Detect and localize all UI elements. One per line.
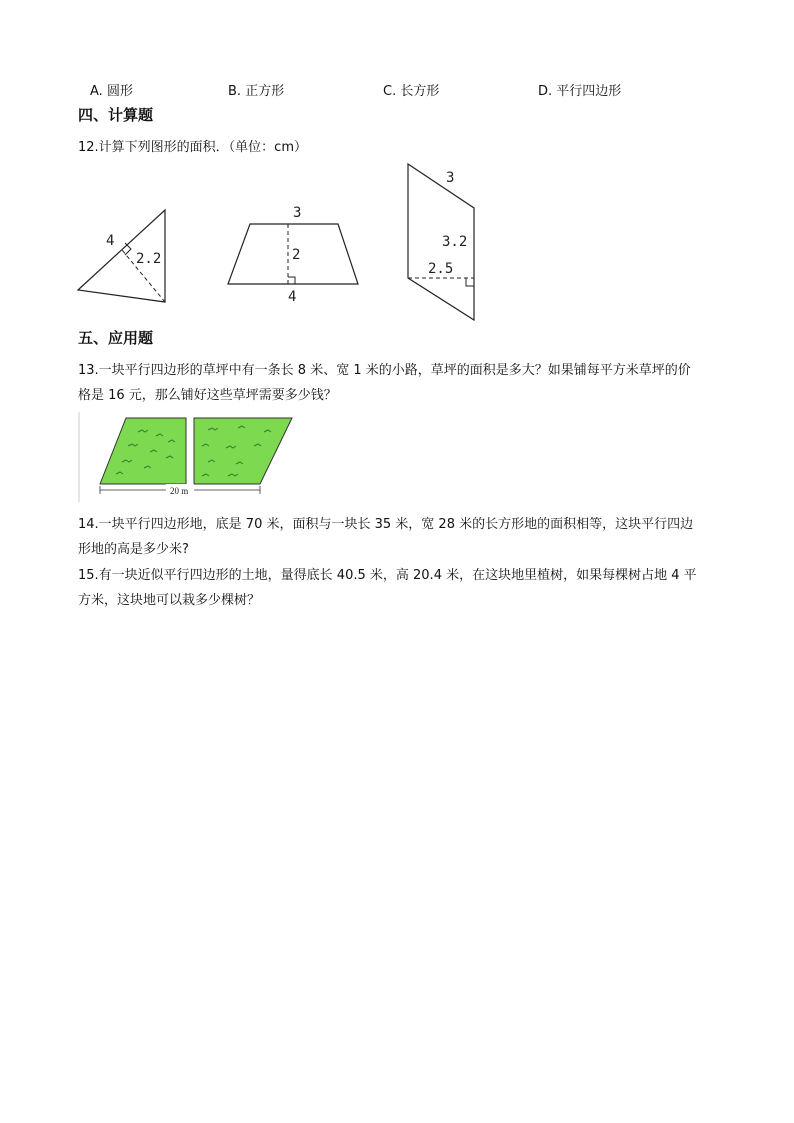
question-14-line2: 形地的高是多少米? — [78, 542, 189, 557]
option-d — [538, 80, 621, 99]
trapezoid-top-label: 3 — [293, 205, 302, 221]
question-14-line1: 14.一块平行四边形地，底是 70 米，面积与一块长 35 米，宽 28 米的长方形地的面积相等，这块平行四边 — [78, 517, 694, 532]
lawn-right-section — [194, 418, 292, 484]
parallelogram-base-label: 2.5 — [428, 261, 454, 277]
lawn-figure — [78, 412, 303, 504]
option-b-letter: B. — [228, 84, 242, 99]
lawn-dimension-label: 20 m — [170, 486, 189, 496]
option-d-text: 平行四边形 — [556, 84, 622, 99]
right-angle-mark — [466, 278, 474, 286]
option-c — [383, 80, 439, 99]
lawn-left-section — [100, 418, 186, 484]
question-15-line2: 方米，这块地可以栽多少棵树？ — [78, 593, 261, 608]
option-b — [228, 80, 284, 99]
section5-title: 五、应用题 — [78, 329, 154, 347]
option-a-letter: A. — [90, 84, 103, 99]
triangle-side-label: 4 — [106, 233, 115, 249]
parallelogram-top-label: 3 — [446, 170, 455, 186]
triangle-height-label: 2.2 — [136, 251, 162, 267]
option-c-letter: C. — [383, 84, 397, 99]
option-d-letter: D. — [538, 84, 553, 99]
trapezoid-height-label: 2 — [292, 247, 301, 263]
option-b-text: 正方形 — [245, 84, 285, 99]
question-15-line1: 15.有一块近似平行四边形的土地，量得底长 40.5 米，高 20.4 米，在这块地里植树，如果每棵树占地 4 平 — [78, 568, 697, 583]
option-a — [90, 80, 133, 99]
parallelogram-height-label: 3.2 — [442, 234, 468, 250]
section4-title: 四、计算题 — [78, 106, 154, 124]
triangle-figure — [70, 205, 180, 305]
trapezoid-bottom-label: 4 — [288, 289, 297, 305]
trapezoid-figure — [220, 200, 370, 310]
question-13-line2: 格是 16 元，那么铺好这些草坪需要多少钱？ — [78, 388, 337, 403]
question-13-line1: 13.一块平行四边形的草坪中有一条长 8 米、宽 1 米的小路，草坪的面积是多大？如果铺每平方米草坪的价 — [78, 363, 691, 378]
parallelogram-figure — [400, 160, 490, 325]
option-c-text: 长方形 — [400, 84, 440, 99]
option-a-text: 圆形 — [106, 84, 133, 99]
right-angle-mark — [288, 277, 295, 284]
question-12: 12.计算下列图形的面积．（单位：cm） — [78, 140, 307, 155]
